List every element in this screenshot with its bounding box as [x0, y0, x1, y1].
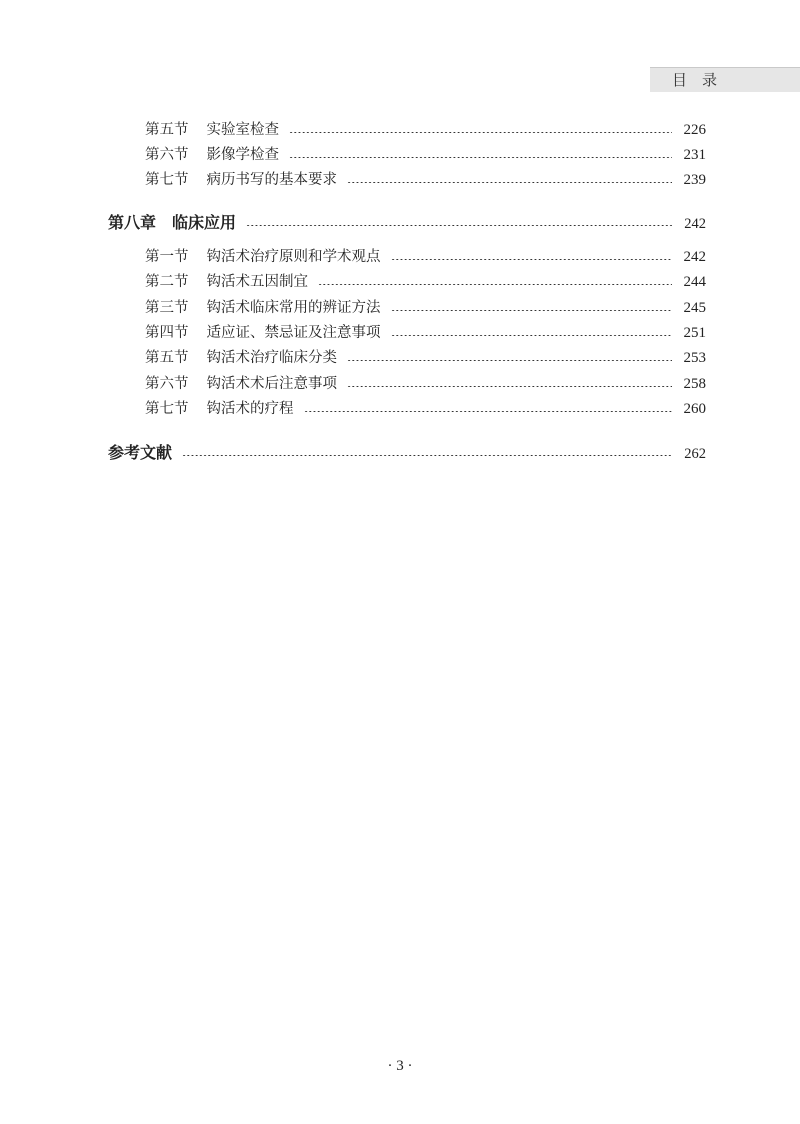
page-number: · 3 · [387, 1058, 413, 1074]
toc-entry-title: 钩活术治疗临床分类 [206, 350, 337, 366]
toc-chapter-entry[interactable] [108, 213, 706, 233]
toc-entry-title: 钩活术五因制宜 [206, 274, 308, 290]
toc-entry-number: 第六节 [145, 147, 189, 163]
toc-entry[interactable] [145, 374, 706, 394]
dot-leader [391, 259, 673, 260]
dot-leader [304, 411, 673, 412]
toc-entry[interactable] [145, 170, 706, 190]
toc-entry-number: 第五节 [145, 350, 189, 366]
toc-entry[interactable] [145, 145, 706, 165]
dot-leader [289, 132, 672, 133]
toc-entry-number: 第七节 [145, 401, 189, 417]
toc-references-title: 参考文献 [108, 443, 173, 462]
toc-entry-page: 253 [683, 350, 706, 366]
running-header [650, 67, 800, 92]
dot-leader [391, 310, 673, 311]
toc-entry-title: 钩活术术后注意事项 [206, 376, 337, 392]
toc-entry-title: 钩活术临床常用的辨证方法 [206, 300, 381, 316]
toc-entry-title: 病历书写的基本要求 [206, 172, 337, 188]
toc-entry-number: 第七节 [145, 172, 189, 188]
toc-entry-number: 第四节 [145, 325, 189, 341]
toc-entry-page: 245 [683, 300, 706, 316]
toc-chapter-page: 242 [684, 216, 706, 232]
toc-chapter-number: 第八章 [108, 213, 157, 232]
dot-leader [391, 335, 673, 336]
toc-entry-title: 钩活术的疗程 [206, 401, 294, 417]
toc-entry-title: 适应证、禁忌证及注意事项 [206, 325, 381, 341]
dot-leader [246, 225, 672, 226]
toc-entry-title: 实验室检查 [206, 122, 279, 138]
toc-entry-number: 第三节 [145, 300, 189, 316]
toc-entry-number: 第二节 [145, 274, 189, 290]
toc-entry-number: 第五节 [145, 122, 189, 138]
toc-references-page: 262 [684, 446, 706, 462]
toc-entry-page: 242 [683, 249, 706, 265]
dot-leader [347, 386, 672, 387]
dot-leader [347, 360, 672, 361]
toc-entry[interactable] [145, 348, 706, 368]
toc-entry-page: 244 [683, 274, 706, 290]
toc-entry-page: 260 [683, 401, 706, 417]
dot-leader [182, 455, 672, 456]
toc-entry-number: 第一节 [145, 249, 189, 265]
toc-entry[interactable] [145, 298, 706, 318]
toc-entry[interactable] [145, 247, 706, 267]
toc-entry-page: 239 [683, 172, 706, 188]
toc-entry-page: 258 [683, 376, 706, 392]
toc-entry-page: 226 [683, 122, 706, 138]
running-header-label: 目 录 [672, 71, 718, 89]
toc-entry[interactable] [145, 272, 706, 292]
dot-leader [318, 284, 672, 285]
dot-leader [289, 157, 672, 158]
dot-leader [347, 182, 672, 183]
toc-entry-title: 钩活术治疗原则和学术观点 [206, 249, 381, 265]
toc-entry-page: 231 [683, 147, 706, 163]
toc-entry[interactable] [145, 120, 706, 140]
toc-entry[interactable] [145, 323, 706, 343]
toc-entry[interactable] [145, 399, 706, 419]
toc-entry-title: 影像学检查 [206, 147, 279, 163]
toc-entry-number: 第六节 [145, 376, 189, 392]
toc-entry-page: 251 [683, 325, 706, 341]
toc-chapter-title: 临床应用 [172, 213, 237, 232]
toc-references-entry[interactable] [108, 443, 706, 463]
